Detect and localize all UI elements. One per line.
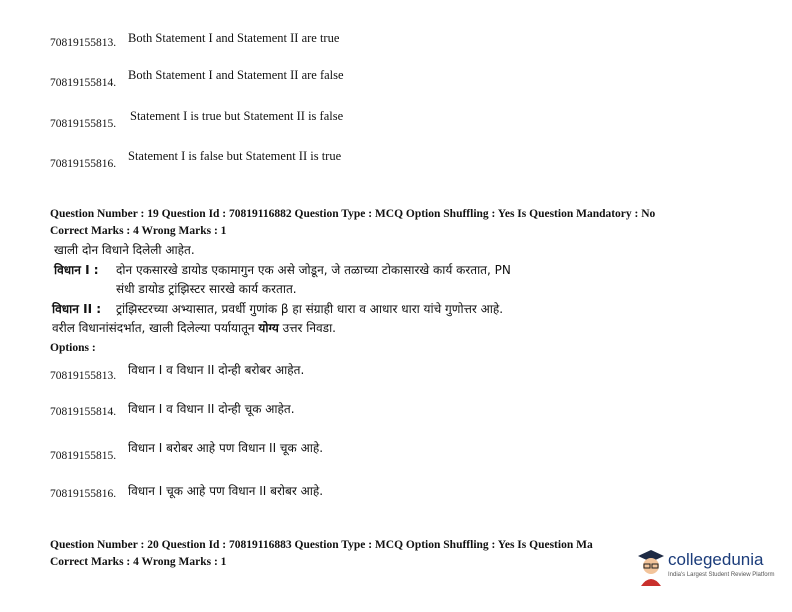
logo-tagline: India's Largest Student Review Platform bbox=[668, 572, 775, 578]
instruction-pre: वरील विधानांसंदर्भात, खाली दिलेल्या पर्यायातून bbox=[52, 321, 259, 335]
option-text: Both Statement I and Statement II are false bbox=[128, 68, 344, 82]
option-id: 70819155815. bbox=[50, 118, 117, 130]
marks-line: Correct Marks : 4 Wrong Marks : 1 bbox=[50, 225, 227, 237]
question-instruction bbox=[52, 319, 336, 336]
option-text: विधान I व विधान II दोन्ही बरोबर आहेत. bbox=[128, 363, 305, 377]
option-id: 70819155814. bbox=[50, 77, 117, 89]
student-mascot-icon bbox=[636, 548, 666, 586]
statement-2-label: विधान II : bbox=[52, 302, 102, 316]
option-text: विधान I व विधान II दोन्ही चूक आहेत. bbox=[128, 402, 295, 416]
instruction-post: उत्तर निवडा. bbox=[278, 321, 337, 335]
question-header: Question Number : 19 Question Id : 70819116882 Question Type : MCQ Option Shuffling : Yes Is Question Mandatory : No bbox=[50, 208, 656, 220]
option-id: 70819155813. bbox=[50, 370, 117, 382]
option-id: 70819155816. bbox=[50, 158, 117, 170]
statement-1-label: विधान I : bbox=[54, 263, 99, 277]
statement-2-text: ट्रांझिस्टरच्या अभ्यासात, प्रवर्धी गुणांक β हा संग्राही धारा व आधार धारा यांचे गुणोत्तर आहे. bbox=[116, 302, 504, 316]
marks-line: Correct Marks : 4 Wrong Marks : 1 bbox=[50, 556, 227, 568]
instruction-bold: योग्य bbox=[258, 321, 279, 335]
option-text: विधान I चूक आहे पण विधान II बरोबर आहे. bbox=[128, 484, 324, 498]
option-id: 70819155816. bbox=[50, 488, 117, 500]
logo-name: collegedunia bbox=[668, 550, 764, 569]
statement-1-text-cont: संधी डायोड ट्रांझिस्टर सारखे कार्य करतात. bbox=[116, 282, 297, 296]
option-id: 70819155814. bbox=[50, 406, 117, 418]
statement-1-text: दोन एकसारखे डायोड एकामागुन एक असे जोडून, जे तळाच्या टोकासारखे कार्य करतात, PN bbox=[116, 263, 511, 277]
option-text: Statement I is false but Statement II is true bbox=[128, 149, 342, 163]
option-id: 70819155813. bbox=[50, 37, 117, 49]
collegedunia-logo bbox=[636, 548, 786, 588]
option-id: 70819155815. bbox=[50, 450, 117, 462]
options-label: Options : bbox=[50, 342, 96, 354]
option-text: Statement I is true but Statement II is false bbox=[130, 109, 344, 123]
question-intro: खाली दोन विधाने दिलेली आहेत. bbox=[54, 243, 195, 257]
option-text: विधान I बरोबर आहे पण विधान II चूक आहे. bbox=[128, 441, 324, 455]
question-header: Question Number : 20 Question Id : 70819116883 Question Type : MCQ Option Shuffling : Yes Is Question Ma bbox=[50, 539, 593, 551]
option-text: Both Statement I and Statement II are true bbox=[128, 31, 340, 45]
